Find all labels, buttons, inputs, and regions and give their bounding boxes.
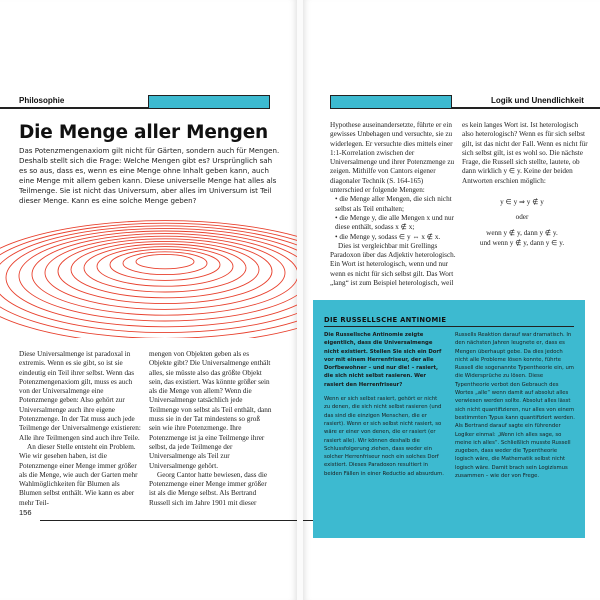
body-column-2 <box>149 350 273 508</box>
footer-rule <box>40 520 297 521</box>
header-rule <box>0 107 148 109</box>
list-item: • die Menge aller Mengen, die sich nicht selbst als Teil enthalten; <box>335 195 452 213</box>
formula-or: oder <box>515 213 529 221</box>
formula-2: wenn y ∉ y, dann y ∉ y. <box>486 229 558 237</box>
circle-ring <box>123 252 207 275</box>
info-box <box>313 300 585 538</box>
circle-ring <box>136 254 194 268</box>
list-item: • die Menge y, sodass ∈ y ⇔ x ∉ x. <box>335 232 441 241</box>
body-column-1 <box>19 350 141 508</box>
header-accent-bar <box>330 95 452 109</box>
box-paragraph: Russells Reaktion darauf war dramatisch. In den nächsten Jahren leugnete er, dass es Mengen überhaupt gebe. Da dies jedoch nicht alle Probleme lösen konnte, führte Russell die sogenannte Typentheorie ein, um die Widersprüche zu lösen. Diese Typentheorie verbot den Gebrauch des Wortes „alle“ wenn damit auf absolut alles verwiesen werden sollte. Absolut alles lässt sich nicht quantifizieren, nur alles von einem bestimmten Typus kann quantifiziert werden. Als Bertrand darauf sagte ein führender Logiker einmal: „Wenn ich alles sage, so meine ich alles“. Schließlich musste Russell zugeben, dass weder die Typentheorie logisch wäre, die Mathematik selbst nicht logisch wäre. Damit brach sein Logizismus zusammen – wie der von Frege. <box>455 332 575 480</box>
box-rule <box>324 326 574 327</box>
box-paragraph: Wenn er sich selbst rasiert, gehört er nicht zu denen, die sich nicht selbst rasieren (und das sind die einzigen Menschen, die er rasiert). Wenn er sich selbst nicht rasiert, so wäre er einer von denen, die er rasiert (er rasiert alle). Wir können deshalb die Schlussfolgerung ziehen, dass weder ein solcher Herrenfriseur noch ein solches Dorf existiert. Dieses Paradoxon resultiert in beiden Fällen in einer Reductio ad absurdum. <box>324 396 444 477</box>
body-paragraph: mengen von Objekten geben als es Objekte gibt? Die Universalmenge enthält alles, sie müsste also das größte Objekt sein, das existiert. Was könnte größer sein als die Menge von allem? Wenn die Universalmenge tatsächlich jede Teilmenge von selbst als Teil enthält, dann muss sie in der Tat mindestens so groß sein wie ihre Potenzmenge. Ihre Potenzmenge ist ja eine Teilmenge ihrer selbst, da jede Teilmenge der Universalmenge als Teil zur Universalmenge gehört. <box>149 350 272 470</box>
body-paragraph: Georg Cantor hatte bewiesen, dass die Potenzmenge einer Menge immer größer ist als die Menge selbst. Als Bertrand Russell sich im Jahre 1901 mit dieser <box>149 470 268 507</box>
body-paragraph: An dieser Stelle entsteht ein Problem. Wie wir gesehen haben, ist die Potenzmenge einer Menge immer größer als die Menge, wie auch der Garten mehr Wahlmöglichkeiten für Blumen als Blumen selbst enthält. Wie kann es aber mehr Teil- <box>19 442 138 507</box>
body-paragraph: es kein langes Wort ist. Ist heterologisch also heterologisch? Wenn es für sich selbst gilt, ist das nicht der Fall. Wenn es nicht für sich selbst gilt, ist es wohl so. Die nächste Frage, die Russell sich stellte, lautete, ob dann wirklich y ∈ y. Keine der beiden Antworten erschien möglich: <box>462 121 588 185</box>
section-label: Logik und Unendlichkeit <box>491 96 584 105</box>
circle-ring <box>71 241 259 297</box>
page-number: 156 <box>19 508 32 517</box>
page-title: Die Menge aller Mengen <box>19 122 269 143</box>
intro-paragraph: Das Potenzmengenaxiom gilt nicht für Gärten, sondern auch für Mengen. Deshalb stellt sich die Frage: Welche Mengen gibt es? Ursprünglich sah es so aus, dass es, wenn es eine Menge ohne Inhalt geben kann, auch eine Menge mit allem geben kann. Diese universelle Menge hat alles als Teilmenge. Sie ist nicht das Universum, aber alles im Universum ist Teil dieser Menge. Kann es eine solche Menge geben? <box>19 146 280 205</box>
section-label: Philosophie <box>19 96 65 105</box>
body-column-2 <box>462 121 588 186</box>
box-lead-paragraph: Die Russellsche Antinomie zeigte eigentlich, dass die Universalmenge nicht existiert. Stellen Sie sich ein Dorf vor mit einem Herrenfriseur, der alle Dorfbewohner – und nur die! – rasiert, die sich nicht selbst rasieren. Wer rasiert den Herrenfriseur? <box>324 332 442 388</box>
circle-ring <box>58 239 272 304</box>
box-column-2 <box>455 331 577 486</box>
body-paragraph: Dies ist vergleichbar mit Grellings Paradoxon über das Adjektiv heterologisch. Ein Wort ist heterologisch, wenn und nur wenn es nicht für sich selbst gilt. Das Wort „lang“ ist zum Beispiel heterologisch, weil <box>330 241 456 288</box>
body-paragraph: Diese Universalmenge ist paradoxal in extremis. Wenn es sie gibt, so ist sie eindeutig ein Teil ihrer selbst. Wenn das Potenzmengenaxiom gilt, muss es auch von der Universalmenge eine Potenzmenge geben: Also gehört zur Universalmenge auch ihre eigene Potenzmenge. In der Tat muss auch jede Teilmenge der Universalmenge existieren: Alle ihre Teilmengen sind auch ihre Teile. <box>19 350 141 442</box>
circle-ring <box>45 236 285 309</box>
concentric-circles-illustration <box>0 218 297 338</box>
box-column-1 <box>324 331 444 484</box>
circle-ring <box>84 244 246 292</box>
formula-3: und wenn y ∉ y, dann y ∈ y. <box>479 239 565 247</box>
list-item: • die Menge y, die alle Mengen x und nur diese enthält, sodass x ∉ x; <box>335 213 455 232</box>
header-rule <box>452 107 600 109</box>
box-title: DIE RUSSELLSCHE ANTINOMIE <box>324 316 447 324</box>
body-column-1 <box>330 121 456 288</box>
body-paragraph: Hypothese auseinandersetzte, führte er ein gewisses Unbehagen und versuchte, sie zu widerlegen. Er versuchte dies mittels einer 1:1-Korrelation zwischen der Universalmenge und ihrer Potenzmenge zu zeigen. Mithilfe von Cantors eigener diagonaler Technik (S. 164-165) unterschied er folgende Mengen: <box>330 121 455 195</box>
circle-ring <box>110 249 220 280</box>
left-page <box>0 0 297 600</box>
header-accent-bar <box>148 95 270 109</box>
formula-1: y ∈ y ⇒ y ∉ y <box>500 198 544 206</box>
